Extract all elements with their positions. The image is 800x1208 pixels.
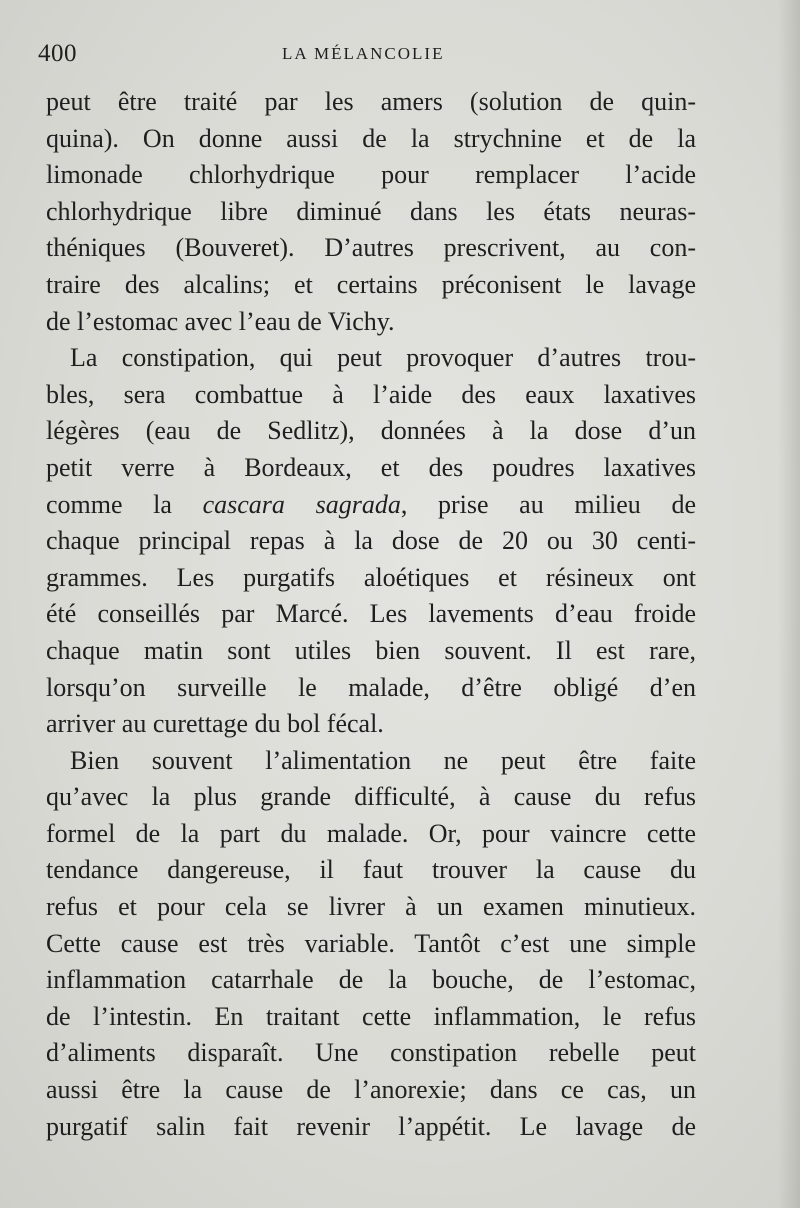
paragraph-first-line: La constipation, qui peut provoquer d’autres trou- — [70, 343, 696, 373]
text-line: arriver au curettage du bol fécal. — [46, 709, 384, 739]
text-segment: comme la — [46, 489, 203, 519]
text-line: chlorhydrique libre diminué dans les états neuras- — [46, 196, 696, 226]
text-segment: , prise au milieu de — [400, 489, 696, 519]
text-line: peut être traité par les amers (solution de quin- — [46, 87, 696, 116]
page-header — [38, 40, 698, 74]
text-line-with-italic — [46, 487, 696, 524]
text-line: inflammation catarrhale de la bouche, de l’estomac, — [46, 965, 696, 995]
text-line: théniques (Bouveret). D’autres prescrivent, au con- — [46, 233, 696, 263]
page-number: 400 — [38, 40, 77, 67]
text-line: lorsqu’on surveille le malade, d’être obligé d’en — [46, 672, 696, 702]
body-text — [46, 84, 696, 1145]
running-title: LA MÉLANCOLIE — [282, 44, 445, 63]
text-line: Cette cause est très variable. Tantôt c’est une simple — [46, 928, 696, 958]
text-line: d’aliments disparaît. Une constipation rebelle peut — [46, 1038, 696, 1068]
text-line: chaque principal repas à la dose de 20 ou 30 centi- — [46, 526, 696, 556]
text-line: tendance dangereuse, il faut trouver la cause du — [46, 855, 696, 885]
text-line: qu’avec la plus grande difficulté, à cause du refus — [46, 782, 696, 812]
text-line: limonade chlorhydrique pour remplacer l’acide — [46, 160, 696, 190]
text-line: légères (eau de Sedlitz), données à la dose d’un — [46, 416, 696, 446]
paragraph-first-line: Bien souvent l’alimentation ne peut être faite — [70, 745, 696, 775]
text-line: été conseillés par Marcé. Les lavements d’eau froide — [46, 599, 696, 629]
text-line: aussi être la cause de l’anorexie; dans ce cas, un — [46, 1075, 696, 1105]
text-line: traire des alcalins; et certains préconisent le lavage — [46, 269, 696, 299]
text-line: refus et pour cela se livrer à un examen minutieux. — [46, 892, 696, 922]
text-line: petit verre à Bordeaux, et des poudres laxatives — [46, 452, 696, 482]
italic-term: cascara sagrada — [202, 489, 401, 519]
text-line: quina). On donne aussi de la strychnine et de la — [46, 123, 696, 153]
text-line: bles, sera combattue à l’aide des eaux laxatives — [46, 379, 696, 409]
text-line: purgatif salin fait revenir l’appétit. Le lavage de — [46, 1111, 696, 1141]
page-edge-shadow — [778, 0, 800, 1208]
text-line: de l’intestin. En traitant cette inflammation, le refus — [46, 1001, 696, 1031]
text-line: formel de la part du malade. Or, pour vaincre cette — [46, 818, 696, 848]
text-line: de l’estomac avec l’eau de Vichy. — [46, 306, 395, 336]
text-line: chaque matin sont utiles bien souvent. Il est rare, — [46, 635, 696, 665]
text-line: grammes. Les purgatifs aloétiques et résineux ont — [46, 562, 696, 592]
